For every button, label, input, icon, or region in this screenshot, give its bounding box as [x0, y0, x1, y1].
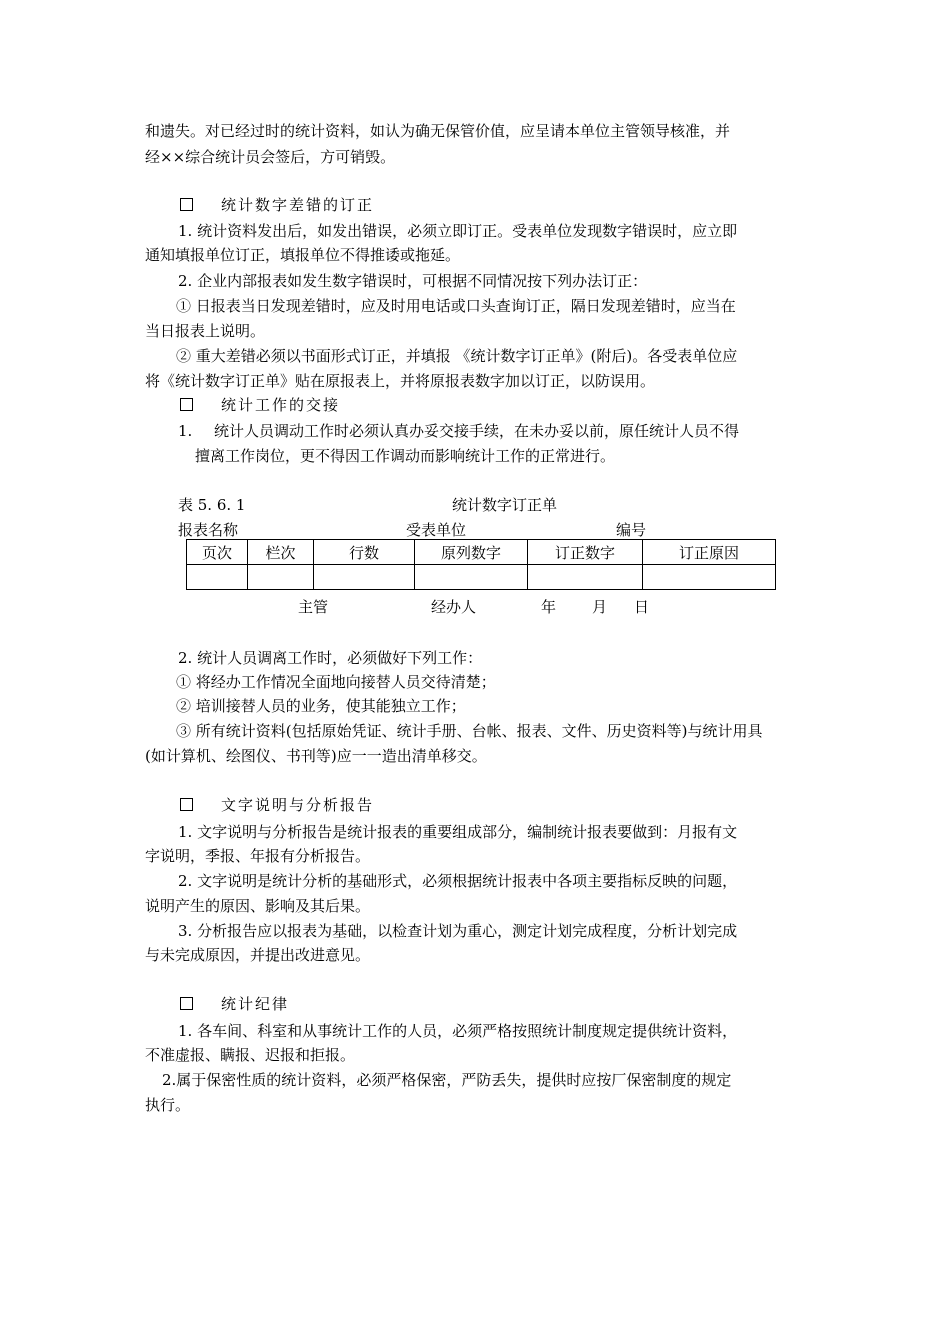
paragraph-line: 1. 统计资料发出后，如发出错误，必须立即订正。受表单位发现数字错误时，应立即 — [178, 222, 738, 240]
paragraph-line: 当日报表上说明。 — [145, 322, 266, 340]
paragraph-line: 2.属于保密性质的统计资料，必须严格保密，严防丢失，提供时应按厂保密制度的规定 — [162, 1071, 732, 1089]
paragraph-line: 通知填报单位订正，填报单位不得推诿或拖延。 — [145, 246, 461, 264]
section-heading — [180, 795, 374, 815]
paragraph-line: 执行。 — [145, 1096, 191, 1114]
list-item: ② 培训接替人员的业务，使其能独立工作； — [176, 697, 466, 715]
date-year: 年 — [541, 598, 557, 616]
heading-text: 统计数字差错的订正 — [221, 196, 375, 214]
table-cell — [314, 565, 415, 590]
paragraph-line: ② 重大差错必须以书面形式订正，并填报 《统计数字订正单》(附后)。各受表单位应 — [176, 347, 738, 365]
table-cell — [643, 565, 776, 590]
paragraph-line: 不准虚报、瞒报、迟报和拒报。 — [145, 1046, 356, 1064]
table-number: 表 5. 6. 1 — [178, 496, 246, 514]
column-header: 原列数字 — [415, 540, 528, 565]
table-header-row — [187, 540, 776, 565]
paragraph-line: 将《统计数字订正单》贴在原报表上，并将原报表数字加以订正，以防误用。 — [145, 372, 656, 390]
column-header: 栏次 — [248, 540, 314, 565]
paragraph-line: 2. 统计人员调离工作时，必须做好下列工作： — [178, 649, 483, 667]
signature-manager: 主管 — [298, 598, 329, 616]
table-cell — [187, 565, 248, 590]
section-heading — [180, 395, 340, 415]
label-receiving-unit: 受表单位 — [406, 521, 467, 539]
date-month: 月 — [592, 598, 608, 616]
table-cell — [415, 565, 528, 590]
column-header: 页次 — [187, 540, 248, 565]
paragraph-line: 3. 分析报告应以报表为基础，以检查计划为重心，测定计划完成程度，分析计划完成 — [178, 922, 738, 940]
paragraph-line: 擅离工作岗位，更不得因工作调动而影响统计工作的正常进行。 — [195, 447, 616, 465]
intro-line: 经××综合统计员会签后，方可销毁。 — [145, 148, 396, 166]
list-item: (如计算机、绘图仪、书刊等)应一一造出清单移交。 — [145, 747, 487, 765]
table-title: 统计数字订正单 — [452, 496, 558, 514]
list-item: ① 将经办工作情况全面地向接替人员交待清楚； — [176, 673, 496, 691]
column-header: 订正数字 — [528, 540, 643, 565]
checkbox-square-icon — [180, 798, 193, 811]
list-number: 1. — [178, 422, 193, 440]
checkbox-square-icon — [180, 997, 193, 1010]
paragraph-line: 与未完成原因，并提出改进意见。 — [145, 946, 371, 964]
list-item: ③ 所有统计资料(包括原始凭证、统计手册、台帐、报表、文件、历史资料等)与统计用具 — [176, 722, 763, 740]
heading-text: 统计工作的交接 — [221, 396, 341, 414]
table-row — [187, 565, 776, 590]
checkbox-square-icon — [180, 198, 193, 211]
paragraph-line: 1. 文字说明与分析报告是统计报表的重要组成部分，编制统计报表要做到：月报有文 — [178, 823, 738, 841]
column-header: 订正原因 — [643, 540, 776, 565]
table-cell — [248, 565, 314, 590]
paragraph-line: 1. 各车间、科室和从事统计工作的人员，必须严格按照统计制度规定提供统计资料， — [178, 1022, 738, 1040]
paragraph-line: 2. 文字说明是统计分析的基础形式，必须根据统计报表中各项主要指标反映的问题， — [178, 872, 738, 890]
paragraph-line: 字说明，季报、年报有分析报告。 — [145, 847, 371, 865]
table-cell — [528, 565, 643, 590]
date-day: 日 — [634, 598, 650, 616]
intro-line: 和遗失。对已经过时的统计资料，如认为确无保管价值，应呈请本单位主管领导核准，并 — [145, 122, 731, 140]
label-report-name: 报表名称 — [178, 521, 239, 539]
paragraph-line: 说明产生的原因、影响及其后果。 — [145, 897, 371, 915]
label-code: 编号 — [616, 521, 647, 539]
section-heading — [180, 195, 374, 215]
column-header: 行数 — [314, 540, 415, 565]
paragraph-line: 统计人员调动工作时必须认真办妥交接手续，在未办妥以前，原任统计人员不得 — [214, 422, 740, 440]
correction-form-table — [186, 539, 776, 590]
checkbox-square-icon — [180, 398, 193, 411]
paragraph-line: 2. 企业内部报表如发生数字错误时，可根据不同情况按下列办法订正： — [178, 272, 648, 290]
signature-handler: 经办人 — [431, 598, 477, 616]
paragraph-line: ① 日报表当日发现差错时，应及时用电话或口头查询订正，隔日发现差错时，应当在 — [176, 297, 736, 315]
heading-text: 文字说明与分析报告 — [221, 796, 375, 814]
section-heading — [180, 994, 289, 1014]
heading-text: 统计纪律 — [221, 995, 290, 1013]
